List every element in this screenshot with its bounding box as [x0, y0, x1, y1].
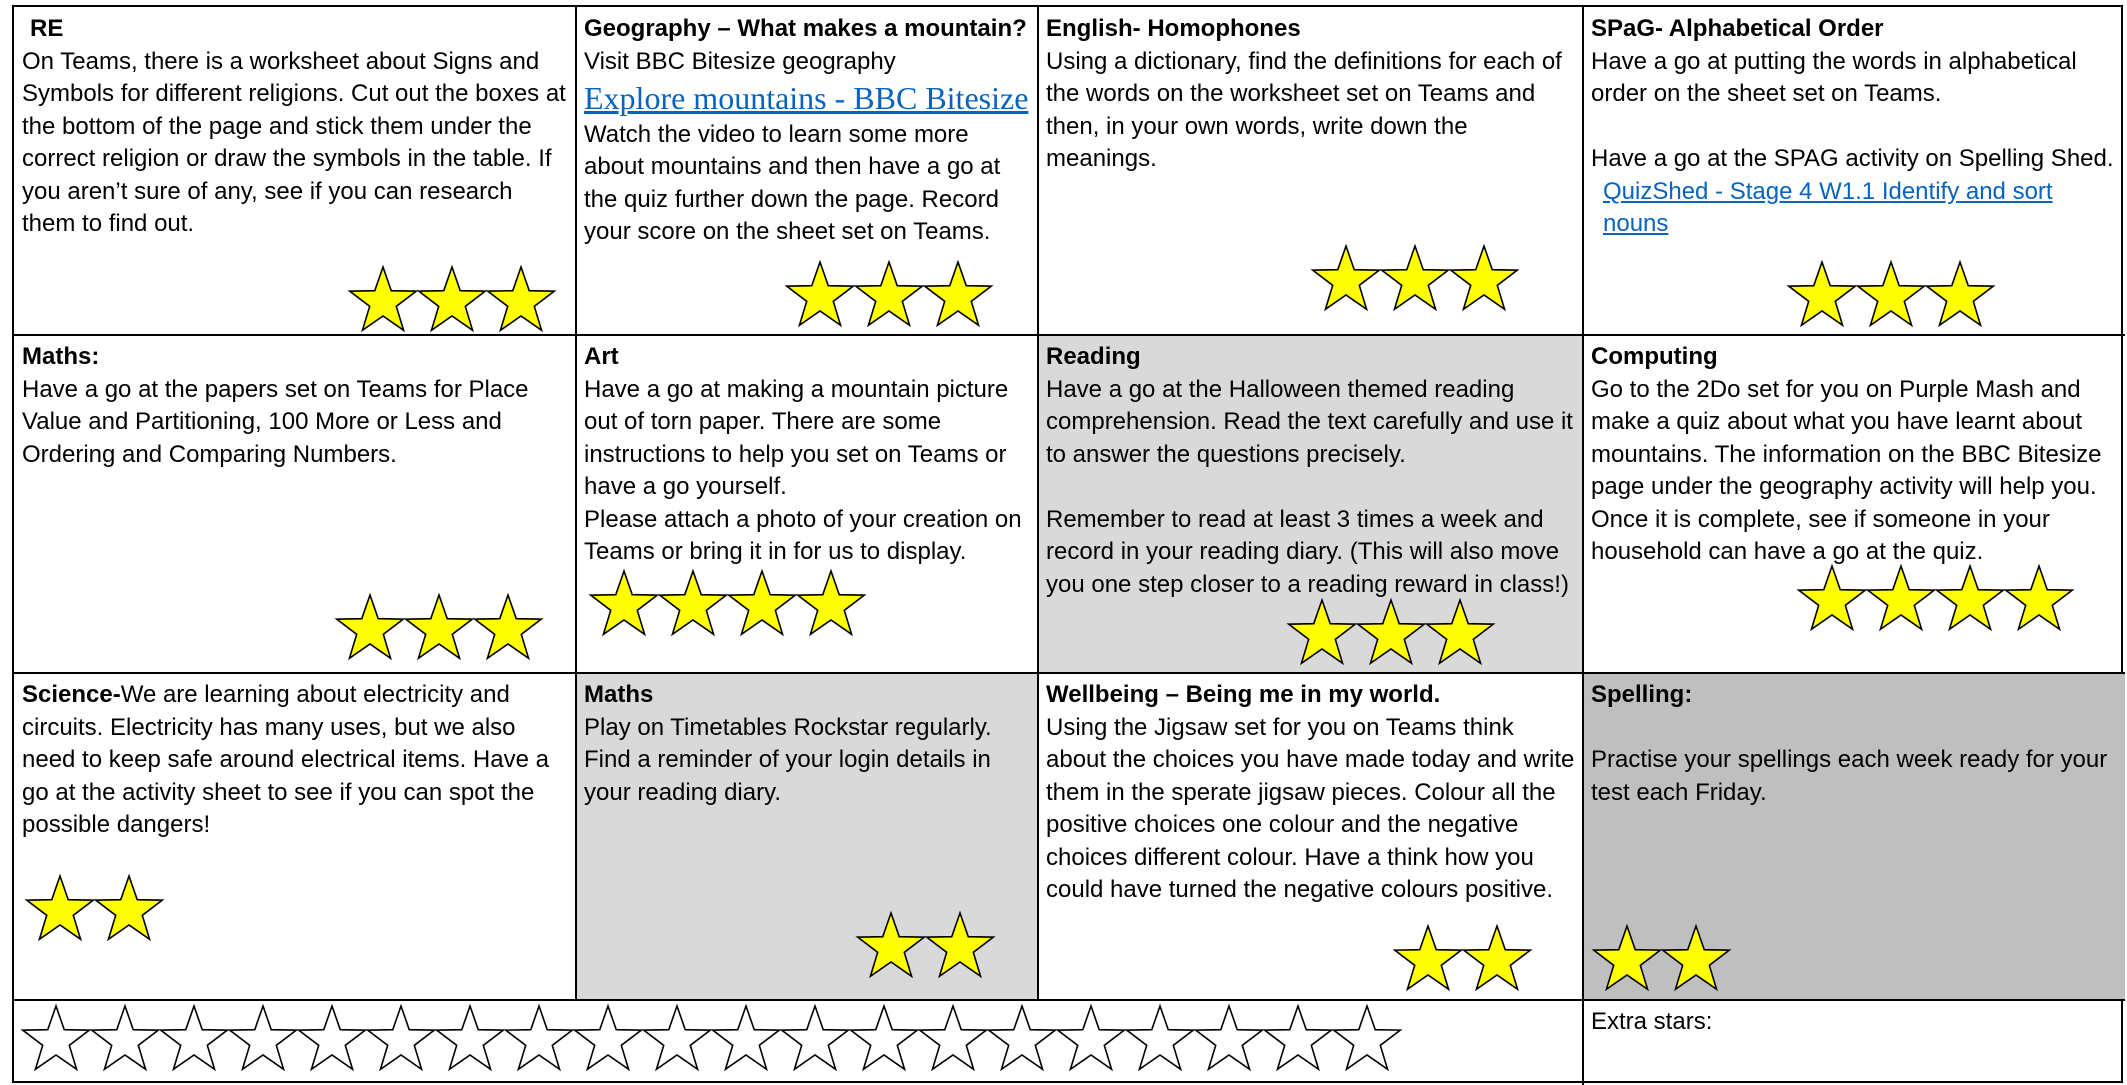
computing-title: Computing	[1591, 343, 1718, 370]
reading-title: Reading	[1046, 343, 1141, 370]
spelling-body: Practise your spellings each week ready for your test each Friday.	[1591, 746, 2108, 806]
star-icon	[795, 568, 867, 640]
maths2-title: Maths	[584, 681, 654, 708]
wellbeing-stars	[1392, 923, 1530, 995]
geography-stars	[784, 259, 991, 331]
art-title: Art	[584, 343, 619, 370]
bbc-bitesize-link[interactable]: Explore mountains - BBC Bitesize	[584, 80, 1029, 116]
empty-star-icon	[710, 1003, 782, 1075]
english-title: English- Homophones	[1046, 15, 1301, 42]
star-icon	[1424, 597, 1496, 669]
science-body: We are learning about electricity and circuits. Electricity has many uses, but we also need to keep safe around electrical items. Have a go at the activity sheet to see if you can spot the possible dangers!	[22, 681, 549, 838]
geography-body: Watch the video to learn some more about mountains and then have a go at the quiz further down the page. Record your score on the sheet set on Teams.	[584, 120, 1001, 245]
grid-line	[14, 999, 2125, 1001]
spag-stars	[1786, 259, 1993, 331]
maths-title: Maths:	[22, 343, 100, 370]
re-title: RE	[30, 15, 64, 42]
star-icon	[1796, 563, 1868, 635]
star-icon	[726, 568, 798, 640]
star-icon	[1286, 597, 1358, 669]
empty-star-icon	[641, 1003, 713, 1075]
english-stars	[1310, 243, 1517, 315]
empty-star-icon	[572, 1003, 644, 1075]
star-icon	[1379, 243, 1451, 315]
star-icon	[855, 910, 927, 982]
star-icon	[784, 259, 856, 331]
grid-line	[14, 334, 2125, 336]
science-stars	[24, 873, 162, 945]
empty-star-icon	[1193, 1003, 1265, 1075]
star-icon	[1786, 259, 1858, 331]
star-icon	[1355, 597, 1427, 669]
star-icon	[1461, 923, 1533, 995]
empty-star-icon	[1331, 1003, 1403, 1075]
star-icon	[1392, 923, 1464, 995]
empty-star-icon	[503, 1003, 575, 1075]
empty-star-icon	[296, 1003, 368, 1075]
wellbeing-title: Wellbeing – Being me in my world.	[1046, 681, 1441, 708]
star-icon	[24, 873, 96, 945]
empty-star-icon	[20, 1003, 92, 1075]
star-icon	[1591, 923, 1663, 995]
activity-grid	[12, 5, 2123, 1083]
star-icon	[1934, 563, 2006, 635]
reading-body-2: Remember to read at least 3 times a week and record in your reading diary. (This will also move you one step closer to a reading reward in class!)	[1046, 505, 1569, 598]
geography-intro: Visit BBC Bitesize geography	[584, 47, 896, 75]
spag-title: SPaG- Alphabetical Order	[1591, 15, 1884, 42]
empty-star-icon	[158, 1003, 230, 1075]
star-icon	[922, 259, 994, 331]
star-icon	[1924, 259, 1996, 331]
extra-stars-cell	[1583, 1000, 2125, 1085]
empty-star-icon	[986, 1003, 1058, 1075]
spelling-stars	[1591, 923, 1729, 995]
wellbeing-body: Using the Jigsaw set for you on Teams think about the choices you have made today and write them in the sperate jigsaw pieces. Colour all the positive choices one colour and the negative choices different colour. Have a think how you could have turned the negative colours positive.	[1046, 713, 1575, 903]
star-icon	[347, 264, 419, 336]
star-icon	[334, 592, 406, 664]
star-icon	[924, 910, 996, 982]
art-body-1: Have a go at making a mountain picture out of torn paper. There are some instructions to help you set on Teams or have a go yourself.	[584, 375, 1009, 500]
maths2-body: Play on Timetables Rockstar regularly. Find a reminder of your login details in your reading diary.	[584, 713, 992, 806]
reading-body-1: Have a go at the Halloween themed reading comprehension. Read the text carefully and use it to answer the questions precisely.	[1046, 375, 1573, 468]
empty-star-icon	[1124, 1003, 1196, 1075]
science-cell	[14, 673, 576, 1000]
computing-stars	[1796, 563, 2072, 635]
empty-star-icon	[1262, 1003, 1334, 1075]
geography-paragraph	[584, 78, 1030, 249]
spag-body-1: Have a go at putting the words in alphabetical order on the sheet set on Teams.	[1591, 47, 2077, 107]
empty-star-icon	[1055, 1003, 1127, 1075]
spelling-title: Spelling:	[1591, 681, 1693, 708]
maths-body: Have a go at the papers set on Teams for Place Value and Partitioning, 100 More or Less and Ordering and Comparing Numbers.	[22, 375, 529, 468]
re-body: On Teams, there is a worksheet about Signs and Symbols for different religions. Cut out the boxes at the bottom of the page and stick them under the correct religion or draw the symbols in the table. If you aren’t sure of any, see if you can research them to find out.	[22, 47, 566, 237]
reading-stars	[1286, 597, 1493, 669]
empty-star-icon	[89, 1003, 161, 1075]
star-icon	[1855, 259, 1927, 331]
empty-star-icon	[779, 1003, 851, 1075]
english-body: Using a dictionary, find the definitions for each of the words on the worksheet set on Teams and then, in your own words, write down the meanings.	[1046, 47, 1562, 172]
star-icon	[1865, 563, 1937, 635]
grid-line	[14, 672, 1583, 674]
re-stars	[347, 264, 554, 336]
star-icon	[657, 568, 729, 640]
maths2-stars	[855, 910, 993, 982]
star-icon	[2003, 563, 2075, 635]
spag-body-2: Have a go at the SPAG activity on Spelling Shed.	[1591, 145, 2114, 172]
computing-body: Go to the 2Do set for you on Purple Mash and make a quiz about what you have learnt about mountains. The information on the BBC Bitesize page under the geography activity will help you. Once it is complete, see if someone in your household can have a go at the quiz.	[1591, 375, 2102, 565]
star-icon	[403, 592, 475, 664]
empty-star-icon	[848, 1003, 920, 1075]
geography-title: Geography – What makes a mountain?	[584, 15, 1027, 42]
empty-star-icon	[434, 1003, 506, 1075]
star-icon	[588, 568, 660, 640]
empty-star-icon	[917, 1003, 989, 1075]
star-icon	[93, 873, 165, 945]
empty-star-icon	[227, 1003, 299, 1075]
star-icon	[472, 592, 544, 664]
grid-line	[1583, 672, 2125, 674]
maths-stars	[334, 592, 541, 664]
art-stars	[588, 568, 864, 640]
star-icon	[485, 264, 557, 336]
quizshed-link[interactable]: QuizShed - Stage 4 W1.1 Identify and sort nouns	[1603, 177, 2053, 237]
science-text	[22, 679, 568, 842]
star-icon	[1448, 243, 1520, 315]
star-icon	[1310, 243, 1382, 315]
star-icon	[416, 264, 488, 336]
grid-line	[1037, 7, 1039, 1000]
art-body-2: Please attach a photo of your creation on Teams or bring it in for us to display.	[584, 505, 1022, 565]
star-icon	[853, 259, 925, 331]
star-icon	[1660, 923, 1732, 995]
grid-line	[1582, 7, 1584, 1085]
empty-star-icon	[365, 1003, 437, 1075]
grid-line	[575, 7, 577, 1000]
extra-stars-label: Extra stars:	[1591, 1008, 1713, 1035]
empty-stars-row	[20, 1003, 1400, 1075]
science-title: Science-	[22, 681, 121, 708]
